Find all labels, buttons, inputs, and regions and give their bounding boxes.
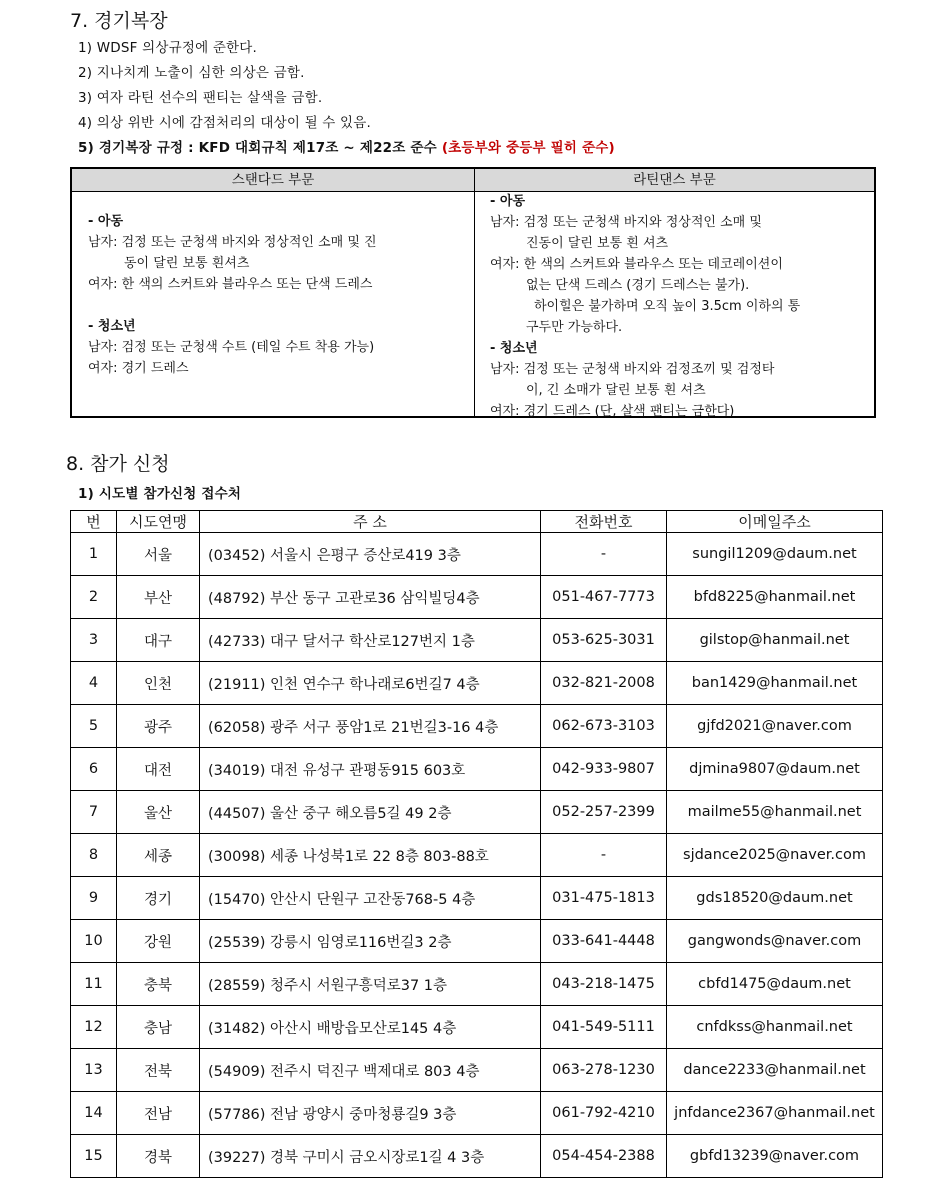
dress-code-table [70,167,876,418]
standard-child-male-cont: 동이 달린 보통 흰셔츠 [124,256,250,271]
standard-youth-male: 남자: 검정 또는 군청색 수트 (테일 수트 착용 가능) [88,340,375,355]
phone-cell: 032-821-2008 [541,662,667,705]
region-cell: 울산 [117,791,200,834]
row-number: 14 [71,1092,117,1135]
region-cell: 부산 [117,576,200,619]
table-row [71,748,883,791]
email-cell: dance2233@hanmail.net [667,1049,883,1092]
row-number: 5 [71,705,117,748]
table-row [71,533,883,576]
phone-cell: 063-278-1230 [541,1049,667,1092]
region-cell: 경기 [117,877,200,920]
address-cell: (34019) 대전 유성구 관평동915 603호 [200,748,541,791]
table-row [71,662,883,705]
rule-item: 4) 의상 위반 시에 감점처리의 대상이 될 수 있음. [78,115,372,131]
table-row [71,791,883,834]
region-cell: 전북 [117,1049,200,1092]
row-number: 12 [71,1006,117,1049]
rule-5-note: (초등부와 중등부 필히 준수) [441,140,615,156]
region-cell: 대전 [117,748,200,791]
phone-cell: 033-641-4448 [541,920,667,963]
table-header-row [71,511,883,533]
address-cell: (03452) 서울시 은평구 증산로419 3층 [200,533,541,576]
region-cell: 강원 [117,920,200,963]
row-number: 3 [71,619,117,662]
email-cell: gbfd13239@naver.com [667,1135,883,1178]
table-row [71,576,883,619]
row-number: 1 [71,533,117,576]
latin-child-male: 남자: 검정 또는 군청색 바지와 정상적인 소매 및 [490,215,762,230]
latin-child-male-cont: 진동이 달린 보통 흰 셔츠 [526,236,669,251]
col-header-address: 주 소 [200,511,541,533]
column-divider [474,169,475,416]
table-row [71,1092,883,1135]
phone-cell: - [541,533,667,576]
latin-youth-label: - 청소년 [490,341,538,356]
phone-cell: 062-673-3103 [541,705,667,748]
table-row [71,1135,883,1178]
address-cell: (42733) 대구 달서구 학산로127번지 1층 [200,619,541,662]
contacts-table [70,510,883,1178]
email-cell: bfd8225@hanmail.net [667,576,883,619]
table-row [71,619,883,662]
phone-cell: 051-467-7773 [541,576,667,619]
phone-cell: - [541,834,667,877]
address-cell: (44507) 울산 중구 해오름5길 49 2층 [200,791,541,834]
phone-cell: 053-625-3031 [541,619,667,662]
latin-child-label: - 아동 [490,194,526,209]
region-cell: 서울 [117,533,200,576]
table-row [71,920,883,963]
row-number: 8 [71,834,117,877]
address-cell: (28559) 청주시 서원구흥덕로37 1층 [200,963,541,1006]
region-cell: 충남 [117,1006,200,1049]
row-number: 10 [71,920,117,963]
phone-cell: 054-454-2388 [541,1135,667,1178]
latin-child-female-cont: 하이힐은 불가하며 오직 높이 3.5cm 이하의 통 [534,299,801,314]
rule-item: 2) 지나치게 노출이 심한 의상은 금함. [78,65,305,81]
latin-child-female-cont: 없는 단색 드레스 (경기 드레스는 불가). [526,278,750,293]
row-number: 7 [71,791,117,834]
address-cell: (39227) 경북 구미시 금오시장로1길 4 3층 [200,1135,541,1178]
table-row [71,834,883,877]
col-header-email: 이메일주소 [667,511,883,533]
region-cell: 광주 [117,705,200,748]
email-cell: cbfd1475@daum.net [667,963,883,1006]
email-cell: ban1429@hanmail.net [667,662,883,705]
address-cell: (62058) 광주 서구 풍암1로 21번길3-16 4층 [200,705,541,748]
address-cell: (54909) 전주시 덕진구 백제대로 803 4층 [200,1049,541,1092]
standard-child-male: 남자: 검정 또는 군청색 바지와 정상적인 소매 및 진 [88,235,377,250]
table-row [71,1049,883,1092]
col-header-region: 시도연맹 [117,511,200,533]
address-cell: (30098) 세종 나성북1로 22 8층 803-88호 [200,834,541,877]
latin-youth-male-cont: 이, 긴 소매가 달린 보통 흰 셔츠 [526,383,706,398]
latin-youth-female: 여자: 경기 드레스 (단, 살색 팬티는 금한다) [490,404,735,419]
address-cell: (21911) 인천 연수구 학나래로6번길7 4층 [200,662,541,705]
address-cell: (48792) 부산 동구 고관로36 삼익빌딩4층 [200,576,541,619]
latin-rules [490,191,875,422]
latin-child-female: 여자: 한 색의 스커트와 블라우스 또는 데코레이션이 [490,257,783,272]
phone-cell: 061-792-4210 [541,1092,667,1135]
col-header-no: 번 [71,511,117,533]
latin-header: 라틴댄스 부문 [475,169,874,192]
rule-item: 1) WDSF 의상규정에 준한다. [78,40,258,56]
region-cell: 전남 [117,1092,200,1135]
email-cell: mailme55@hanmail.net [667,791,883,834]
table-row [71,1006,883,1049]
region-cell: 세종 [117,834,200,877]
rule-5-main: 5) 경기복장 규정 : KFD 대회규칙 제17조 ~ 제22조 준수 [78,140,437,156]
rule-item: 3) 여자 라틴 선수의 팬티는 살색을 금함. [78,90,323,106]
region-cell: 인천 [117,662,200,705]
email-cell: gds18520@daum.net [667,877,883,920]
phone-cell: 031-475-1813 [541,877,667,920]
section7-title: 7. 경기복장 [70,10,168,32]
phone-cell: 052-257-2399 [541,791,667,834]
row-number: 13 [71,1049,117,1092]
email-cell: cnfdkss@hanmail.net [667,1006,883,1049]
phone-cell: 041-549-5111 [541,1006,667,1049]
address-cell: (31482) 아산시 배방읍모산로145 4층 [200,1006,541,1049]
email-cell: sjdance2025@naver.com [667,834,883,877]
region-cell: 경북 [117,1135,200,1178]
region-cell: 충북 [117,963,200,1006]
region-cell: 대구 [117,619,200,662]
address-cell: (57786) 전남 광양시 중마청룡길9 3층 [200,1092,541,1135]
standard-child-female: 여자: 한 색의 스커트와 블라우스 또는 단색 드레스 [88,277,373,292]
email-cell: sungil1209@daum.net [667,533,883,576]
address-cell: (25539) 강릉시 임영로116번길3 2층 [200,920,541,963]
latin-child-female-cont: 구두만 가능하다. [526,320,623,335]
section8-title: 8. 참가 신청 [66,453,170,475]
standard-rules [88,211,468,379]
standard-youth-female: 여자: 경기 드레스 [88,361,189,376]
address-cell: (15470) 안산시 단원구 고잔동768-5 4층 [200,877,541,920]
row-number: 15 [71,1135,117,1178]
email-cell: gilstop@hanmail.net [667,619,883,662]
latin-youth-male: 남자: 검정 또는 군청색 바지와 검정조끼 및 검정타 [490,362,775,377]
col-header-phone: 전화번호 [541,511,667,533]
row-number: 11 [71,963,117,1006]
section8-subtitle: 1) 시도별 참가신청 접수처 [78,486,242,502]
table-row [71,963,883,1006]
email-cell: gjfd2021@naver.com [667,705,883,748]
standard-youth-label: - 청소년 [88,319,136,334]
row-number: 2 [71,576,117,619]
phone-cell: 043-218-1475 [541,963,667,1006]
table-row [71,877,883,920]
standard-child-label: - 아동 [88,214,124,229]
phone-cell: 042-933-9807 [541,748,667,791]
standard-header: 스탠다드 부문 [72,169,474,192]
row-number: 6 [71,748,117,791]
row-number: 4 [71,662,117,705]
email-cell: djmina9807@daum.net [667,748,883,791]
row-number: 9 [71,877,117,920]
email-cell: gangwonds@naver.com [667,920,883,963]
email-cell: jnfdance2367@hanmail.net [667,1092,883,1135]
rule-5 [78,136,615,156]
table-row [71,705,883,748]
